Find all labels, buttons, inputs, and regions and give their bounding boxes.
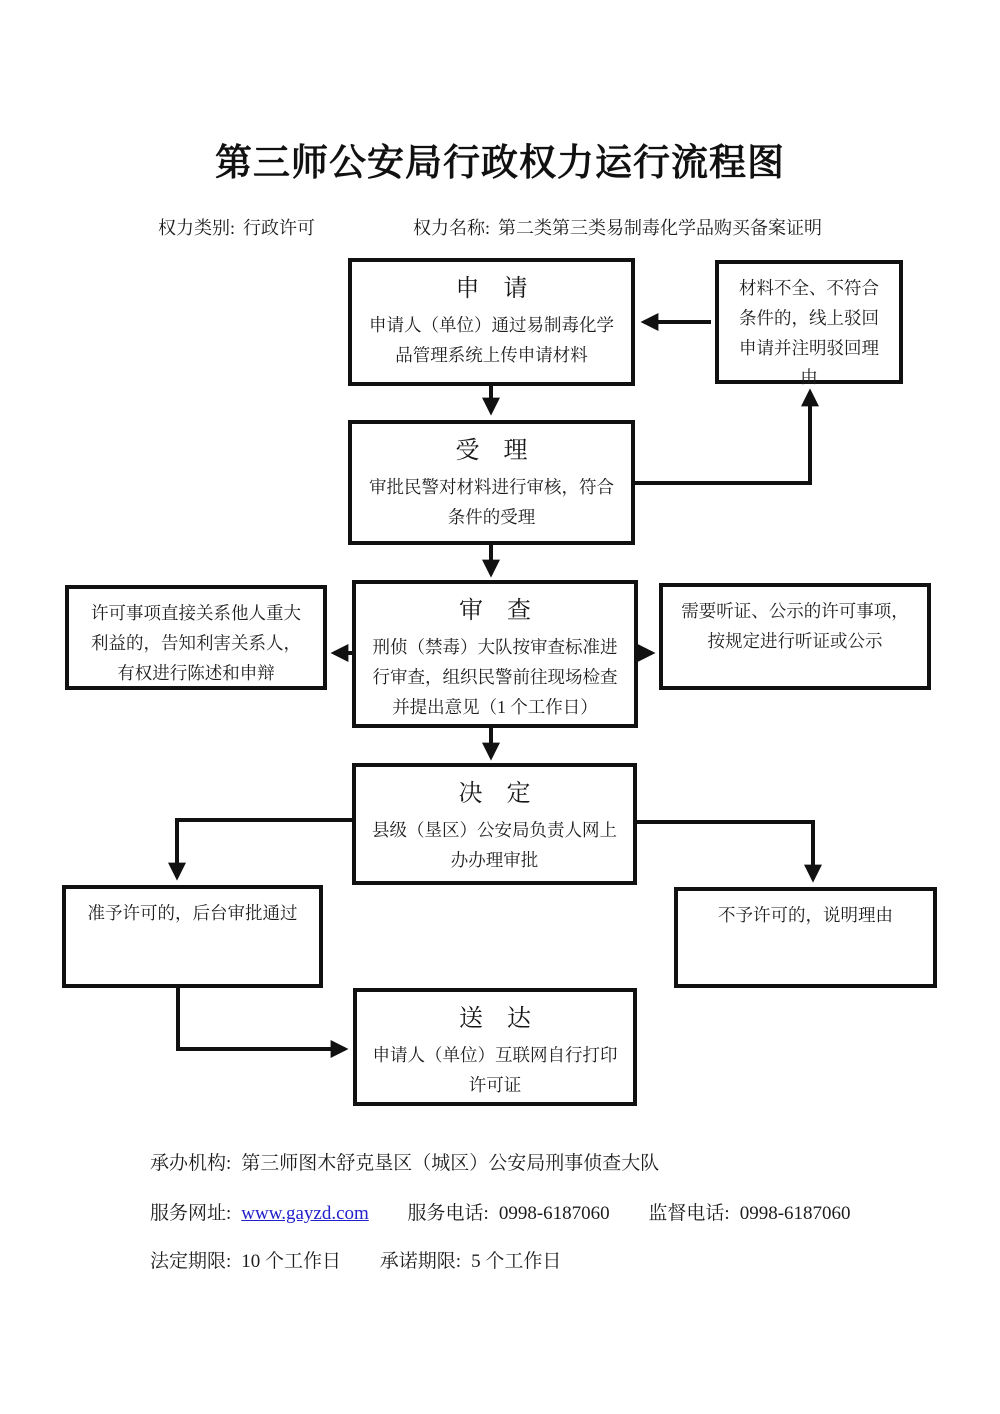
node-deliver-title: 送 达 — [459, 1006, 531, 1032]
node-apply-body: 申请人（单位）通过易制毒化学品管理系统上传申请材料 — [369, 315, 614, 365]
node-deny-permit — [674, 887, 937, 988]
node-deliver-body: 申请人（单位）互联网自行打印许可证 — [372, 1045, 618, 1095]
node-review-title: 审 查 — [459, 598, 531, 624]
node-decide-title: 决 定 — [458, 781, 531, 807]
supervise-phone-label: 监督电话: — [648, 1203, 730, 1224]
website-label: 服务网址: — [150, 1203, 232, 1224]
node-apply-title: 申 请 — [455, 276, 528, 302]
promise-limit-label: 承诺期限: — [379, 1251, 462, 1272]
service-phone-group — [408, 1203, 610, 1224]
node-reject — [715, 260, 903, 388]
service-phone-label: 服务电话: — [407, 1203, 489, 1224]
node-decide-body: 县级（垦区）公安局负责人网上办办理审批 — [372, 820, 617, 870]
supervise-phone-group — [648, 1203, 850, 1224]
arrow-accept-to-reject — [635, 392, 810, 483]
node-accept-body: 审批民警对材料进行审核，符合条件的受理 — [369, 477, 614, 527]
power-name-value: 第二类第三类易制毒化学品购买备案证明 — [498, 218, 823, 238]
service-phone-value: 0998-6187060 — [498, 1203, 610, 1224]
node-grant-permit — [62, 885, 323, 988]
node-accept — [348, 420, 635, 545]
node-notify-stakeholders — [65, 585, 327, 690]
promise-limit-group — [380, 1251, 562, 1272]
power-category — [158, 214, 315, 240]
node-review-body: 刑侦（禁毒）大队按审查标准进行审查，组织民警前往现场检查并提出意见（1 个工作日） — [372, 637, 618, 717]
footer-deadline-row — [150, 1246, 910, 1273]
arrow-decide-to-grant — [177, 820, 352, 877]
node-apply — [348, 258, 635, 386]
meta-row — [158, 214, 918, 240]
legal-limit-label: 法定期限: — [150, 1251, 232, 1272]
node-decide — [352, 763, 637, 885]
node-reject-body: 材料不全、不符合条件的，线上驳回申请并注明驳回理由 — [739, 278, 879, 388]
node-deny-body: 不予许可的，说明理由 — [718, 905, 893, 925]
legal-limit-group — [150, 1251, 341, 1272]
node-hearing-publicity — [659, 583, 931, 690]
footer-contact-row — [150, 1198, 910, 1225]
node-notify-body: 许可事项直接关系他人重大利益的，告知利害关系人，有权进行陈述和申辩 — [91, 603, 301, 683]
power-category-label: 权力类别: — [158, 218, 236, 238]
power-name-label: 权力名称: — [413, 218, 491, 238]
agency-label: 承办机构: — [150, 1153, 232, 1174]
node-deliver — [353, 988, 637, 1106]
arrow-grant-to-deliver — [178, 988, 345, 1049]
supervise-phone-value: 0998-6187060 — [739, 1203, 851, 1224]
page-title: 第三师公安局行政权力运行流程图 — [215, 143, 785, 184]
website-link[interactable]: www.gayzd.com — [241, 1203, 369, 1224]
website-group — [150, 1203, 369, 1224]
power-category-value: 行政许可 — [243, 218, 316, 238]
node-hearing-body: 需要听证、公示的许可事项，按规定进行听证或公示 — [681, 601, 909, 651]
node-accept-title: 受 理 — [455, 438, 528, 464]
node-review — [352, 580, 638, 728]
legal-limit-value: 10 个工作日 — [241, 1251, 342, 1272]
agency-value: 第三师图木舒克垦区（城区）公安局刑事侦查大队 — [241, 1153, 660, 1174]
arrow-decide-to-deny — [637, 822, 813, 879]
power-name — [413, 214, 822, 240]
footer-agency-row — [150, 1148, 910, 1175]
promise-limit-value: 5 个工作日 — [471, 1251, 562, 1272]
node-grant-body: 准予许可的，后台审批通过 — [87, 903, 298, 923]
